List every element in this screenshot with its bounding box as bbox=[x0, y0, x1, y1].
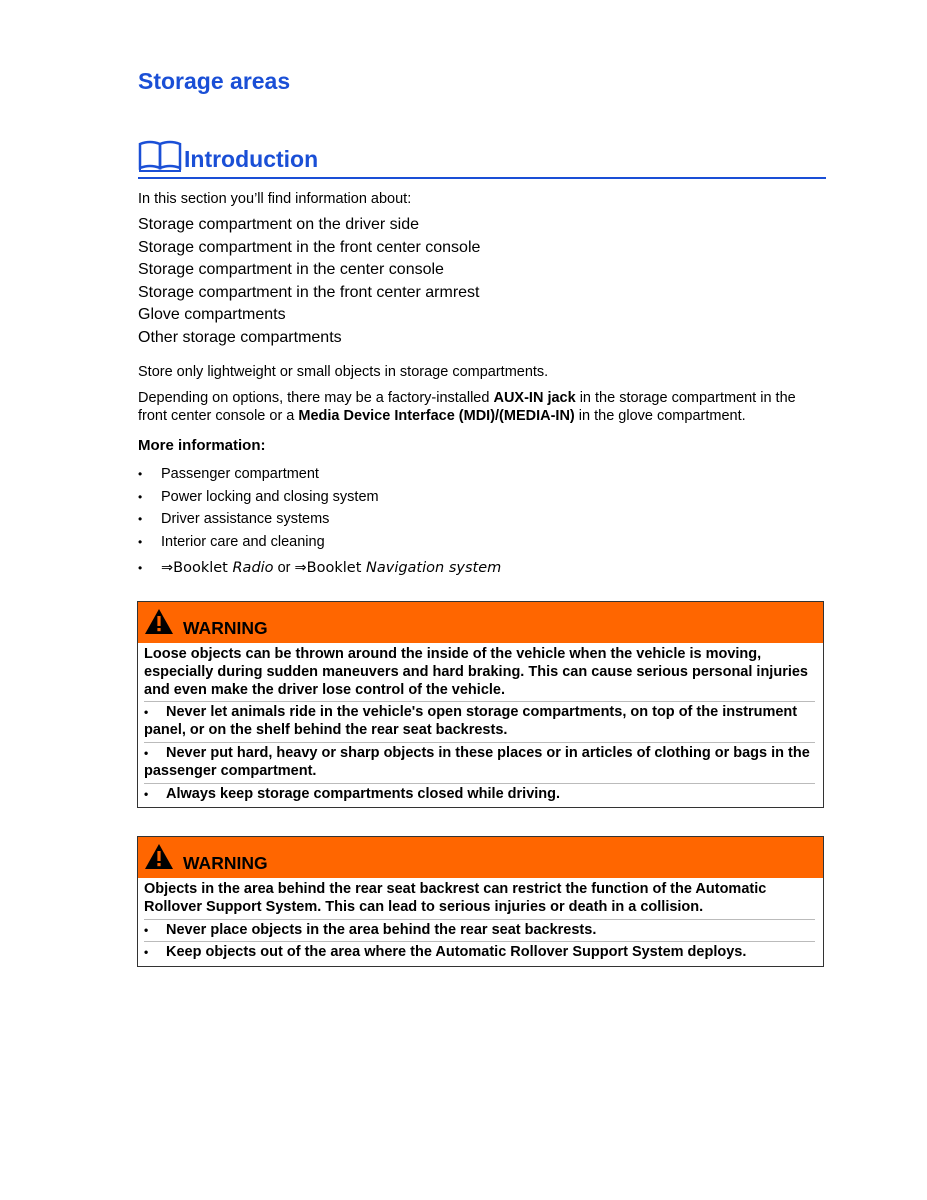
booklet-radio-link[interactable]: ⇒Booklet Radio bbox=[161, 560, 274, 576]
list-item: Glove compartments bbox=[138, 306, 286, 324]
list-item: Storage compartment in the center console bbox=[138, 261, 444, 279]
more-info-title: More information: bbox=[138, 437, 266, 454]
list-item: Storage compartment on the driver side bbox=[138, 216, 420, 233]
warning-header bbox=[138, 837, 823, 878]
list-item: • Driver assistance systems bbox=[138, 511, 330, 527]
list-item: • Passenger compartment bbox=[138, 466, 319, 482]
topic-list bbox=[138, 214, 480, 350]
warning-body bbox=[138, 643, 823, 807]
book-icon bbox=[138, 138, 184, 172]
intro-title: Introduction bbox=[184, 146, 319, 172]
list-item: • Power locking and closing system bbox=[138, 488, 379, 505]
note-options: Depending on options, there may be a factory-installed AUX-IN jack in the storage compartment in the front center console or a Media Device Interface (MDI)/(MEDIA-IN) in the glove compartment. bbox=[138, 390, 796, 424]
intro-header bbox=[138, 136, 826, 179]
booklet-navigation-link[interactable]: ⇒Booklet Navigation system bbox=[294, 560, 502, 576]
warning-intro: Loose objects can be thrown around the inside of the vehicle when the vehicle is moving, especially during sudden maneuvers and hard braking. This can cause serious personal injuries and even make the driver lose control of the vehicle. bbox=[144, 646, 808, 698]
intro-lead: In this section you’ll find information about: bbox=[138, 191, 412, 207]
warning-body bbox=[138, 878, 823, 966]
warning-header bbox=[138, 602, 823, 643]
warning-item: • Keep objects out of the area where the Automatic Rollover Support System deploys. bbox=[144, 941, 815, 962]
warning-triangle-icon bbox=[144, 608, 174, 635]
list-item: • Interior care and cleaning bbox=[138, 533, 325, 550]
list-item: Storage compartment in the front center armrest bbox=[138, 283, 480, 301]
warning-title: WARNING bbox=[183, 853, 268, 873]
more-info-list bbox=[138, 463, 501, 580]
warning-item: • Never let animals ride in the vehicle's open storage compartments, on top of the instrument panel, or on the shelf behind the rear seat backrests. bbox=[144, 701, 815, 740]
list-item: Storage compartment in the front center console bbox=[138, 238, 481, 256]
booklet-item: • ⇒Booklet Radio or ⇒Booklet Navigation system bbox=[138, 560, 502, 576]
warning-item: • Always keep storage compartments closed while driving. bbox=[144, 783, 815, 804]
warning-box-loose-objects bbox=[137, 601, 824, 808]
warning-triangle-icon bbox=[144, 843, 174, 870]
warning-item: • Never place objects in the area behind the rear seat backrests. bbox=[144, 919, 815, 940]
warning-intro: Objects in the area behind the rear seat backrest can restrict the function of the Automatic Rollover Support System. This can lead to serious injuries or death in a collision. bbox=[144, 881, 767, 915]
warning-title: WARNING bbox=[183, 618, 268, 638]
list-item: Other storage compartments bbox=[138, 328, 342, 346]
page-title: Storage areas bbox=[138, 68, 291, 94]
warning-item: • Never put hard, heavy or sharp objects in these places or in articles of clothing or bags in the passenger compartment. bbox=[144, 742, 815, 781]
warning-box-rollover bbox=[137, 836, 824, 967]
note-lightweight: Store only lightweight or small objects in storage compartments. bbox=[138, 364, 549, 380]
